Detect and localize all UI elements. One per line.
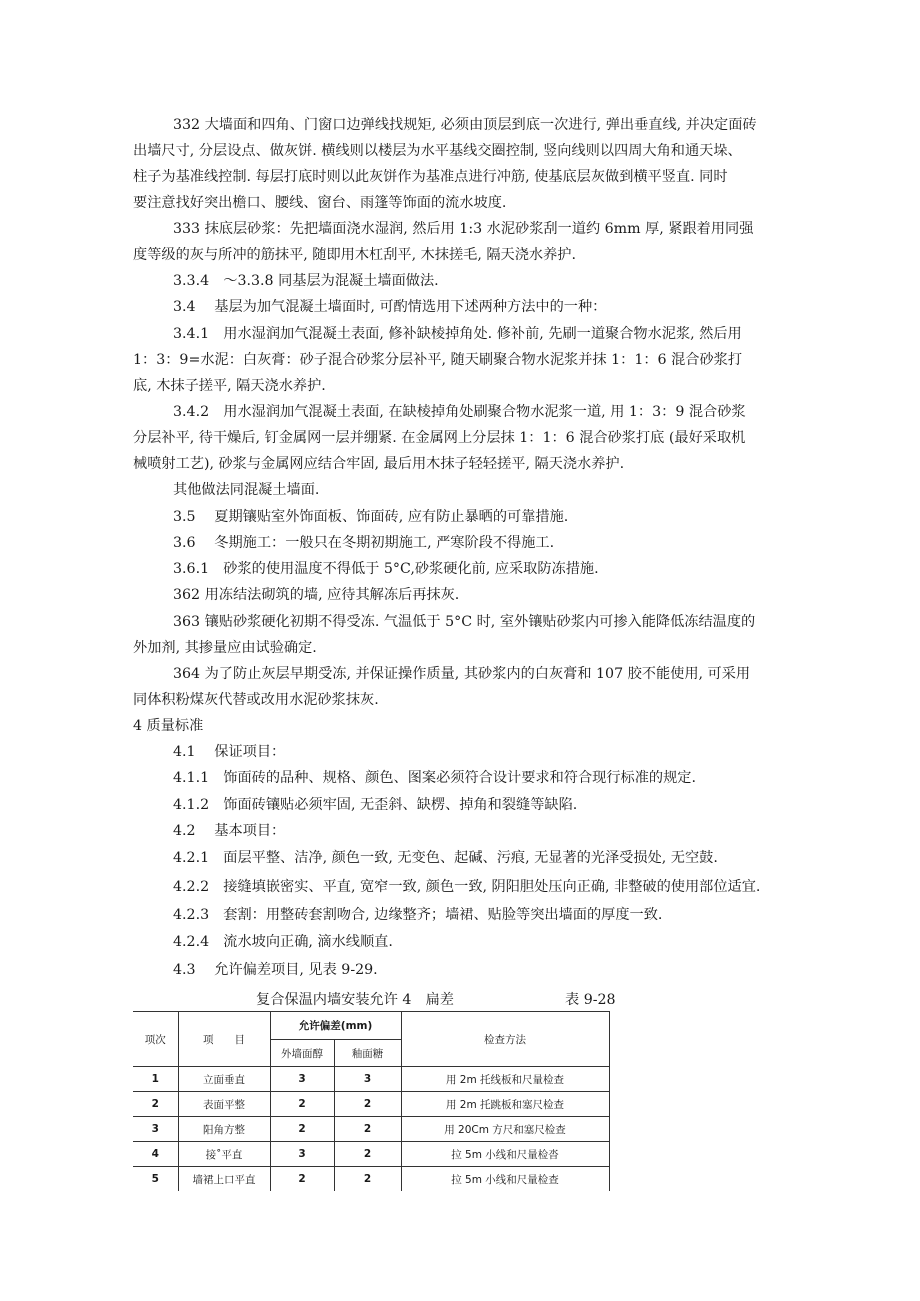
table-row (133, 1167, 609, 1192)
header-seq: 项次 (133, 1012, 178, 1067)
para-412: 4.1.2 饰面砖镶贴必须牢固, 无歪斜、缺楞、掉角和裂缝等缺陷. (173, 797, 578, 813)
header-allowance-label: 允许偏差(mm) (298, 1020, 373, 1032)
para-363-line1: 363 镶贴砂浆硬化初期不得受冻. 气温低于 5°C 时, 室外镶贴砂浆内可掺入能降低冻结温度的 (173, 614, 756, 630)
para-333-line1: 333 抹底层砂浆：先把墙面浇水湿润, 然后用 1:3 水泥砂浆刮一道约 6mm 厚, 紧跟着用同强 (173, 221, 754, 237)
cell-item: 表面平整 (178, 1092, 270, 1117)
tolerance-table (133, 1011, 610, 1191)
header-sub-glazed: 釉面糖 (334, 1040, 401, 1067)
cell-v2: 2 (334, 1117, 401, 1142)
para-341-line1: 3.4.1 用水湿润加气混凝土表面, 修补缺棱掉角处. 修补前, 先刷一道聚合物水泥浆, 然后用 (173, 326, 742, 342)
para-341-line2: 1：3：9=水泥：白灰膏：砂子混合砂浆分层补平, 随天刷聚合物水泥浆并抹 1：1：6 混合砂浆打 (133, 352, 743, 368)
cell-v2: 2 (334, 1092, 401, 1117)
para-332-line3: 柱子为基准线控制. 每层打底时则以此灰饼作为基准点进行冲筋, 使基底层灰做到横平竖直. 同时 (133, 169, 728, 185)
table-row (133, 1092, 609, 1117)
cell-item: 阳角方整 (178, 1117, 270, 1142)
para-35: 3.5 夏期镶贴室外饰面板、饰面砖, 应有防止暴晒的可靠措施. (173, 509, 569, 525)
para-41: 4.1 保证项目： (173, 744, 286, 760)
para-411: 4.1.1 饰面砖的品种、规格、颜色、图案必须符合设计要求和符合现行标准的规定. (173, 770, 696, 786)
section-heading-4: 4 质量标准 (133, 718, 204, 734)
table-caption-title: 复合保温内墙安装允许 4 扁差 (256, 992, 454, 1008)
cell-method: 拉 5m 小线和尺量检沓 (401, 1142, 609, 1167)
cell-item: 立面垂直 (178, 1067, 270, 1092)
para-36: 3.6 冬期施工：一般只在冬期初期施工, 严寒阶段不得施工. (173, 535, 555, 551)
para-363-line2: 外加剂, 其掺量应由试验确定. (133, 640, 317, 656)
para-333-line2: 度等级的灰与所冲的筋抹平, 随即用木杠刮平, 木抹搓毛, 隔天浇水养护. (133, 247, 577, 263)
para-34: 3.4 基层为加气混凝土墙面时, 可酌情选用下述两种方法中的一种： (173, 299, 607, 315)
cell-v2: 2 (334, 1142, 401, 1167)
para-332-line4: 要注意找好突出檐口、腰线、窗台、雨篷等饰面的流水坡度. (133, 195, 507, 211)
para-334: 3.3.4 ～3.3.8 同基层为混凝土墙面做法. (173, 273, 439, 289)
cell-method: 用 2m 托线板和尺量检查 (401, 1067, 609, 1092)
cell-item: 接˚平直 (178, 1142, 270, 1167)
para-342-line3: 械喷射工艺), 砂浆与金属网应结合牢固, 最后用木抹子轻轻搓平, 隔天浇水养护. (133, 456, 625, 472)
para-43: 4.3 允许偏差项目, 见表 9-29. (173, 962, 378, 978)
cell-v2: 2 (334, 1167, 401, 1192)
table-row (133, 1067, 609, 1092)
para-42: 4.2 基本项目： (173, 823, 286, 839)
cell-seq: 4 (133, 1142, 178, 1167)
para-421: 4.2.1 面层平整、洁净, 颜色一致, 无变色、起碱、污痕, 无显著的光泽受损处, 无空鼓. (173, 850, 718, 866)
table-row (133, 1142, 609, 1167)
cell-seq: 1 (133, 1067, 178, 1092)
cell-method: 拉 5m 小线和尺量检查 (401, 1167, 609, 1192)
para-342-line2: 分层补平, 待干燥后, 钉金属网一层并绷紧. 在金属网上分层抹 1：1：6 混合砂浆打底 (最好采取机 (133, 430, 746, 446)
table-row (133, 1117, 609, 1142)
cell-method: 用 2m 托跳板和塞尺检查 (401, 1092, 609, 1117)
header-method: 检查方法 (401, 1012, 609, 1067)
cell-v1: 3 (270, 1067, 334, 1092)
cell-v1: 3 (270, 1142, 334, 1167)
cell-seq: 2 (133, 1092, 178, 1117)
header-allowance (270, 1012, 401, 1040)
para-341-line3: 底, 木抹子搓平, 隔天浇水养护. (133, 378, 326, 394)
cell-method: 用 20Cm 方尺和塞尺检查 (401, 1117, 609, 1142)
para-332-line2: 出墙尺寸, 分层设点、做灰饼. 横线则以楼层为水平基线交圈控制, 竖向线则以四周大角和通天垛、 (133, 143, 742, 159)
para-332-line1: 332 大墙面和四角、门窗口边弹线找规矩, 必须由顶层到底一次进行, 弹出垂直线, 并决定面砖 (173, 117, 757, 133)
header-item: 项 目 (178, 1012, 270, 1067)
header-sub-exterior: 外墙面醇 (270, 1040, 334, 1067)
para-361: 3.6.1 砂浆的使用温度不得低于 5°C,砂浆硬化前, 应采取防冻措施. (173, 561, 599, 577)
para-other: 其他做法同混凝土墙面. (173, 482, 320, 498)
table-caption-number: 表 9-28 (565, 992, 616, 1008)
para-422: 4.2.2 接缝填嵌密实、平直, 宽窄一致, 颜色一致, 阴阳胆处压向正确, 非整破的使用部位适宜. (173, 879, 761, 895)
cell-item: 墙裙上口平直 (178, 1167, 270, 1192)
cell-v1: 2 (270, 1092, 334, 1117)
para-364-line2: 同体积粉煤灰代替或改用水泥砂浆抹灰. (133, 692, 379, 708)
cell-v1: 2 (270, 1167, 334, 1192)
para-424: 4.2.4 流水坡向正确, 滴水线顺直. (173, 934, 393, 950)
para-342-line1: 3.4.2 用水湿润加气混凝土表面, 在缺棱掉角处刷聚合物水泥浆一道, 用 1：3：9 混合砂浆 (173, 404, 746, 420)
cell-v1: 2 (270, 1117, 334, 1142)
para-362: 362 用冻结法砌筑的墙, 应待其解冻后再抹灰. (173, 587, 460, 603)
cell-seq: 5 (133, 1167, 178, 1192)
para-364-line1: 364 为了防止灰层早期受冻, 并保证操作质量, 其砂浆内的白灰膏和 107 胶不能使用, 可采用 (173, 666, 751, 682)
cell-seq: 3 (133, 1117, 178, 1142)
para-423: 4.2.3 套割：用整砖套割吻合, 边缘整齐；墙裙、贴脸等突出墙面的厚度一致. (173, 907, 663, 923)
cell-v2: 3 (334, 1067, 401, 1092)
